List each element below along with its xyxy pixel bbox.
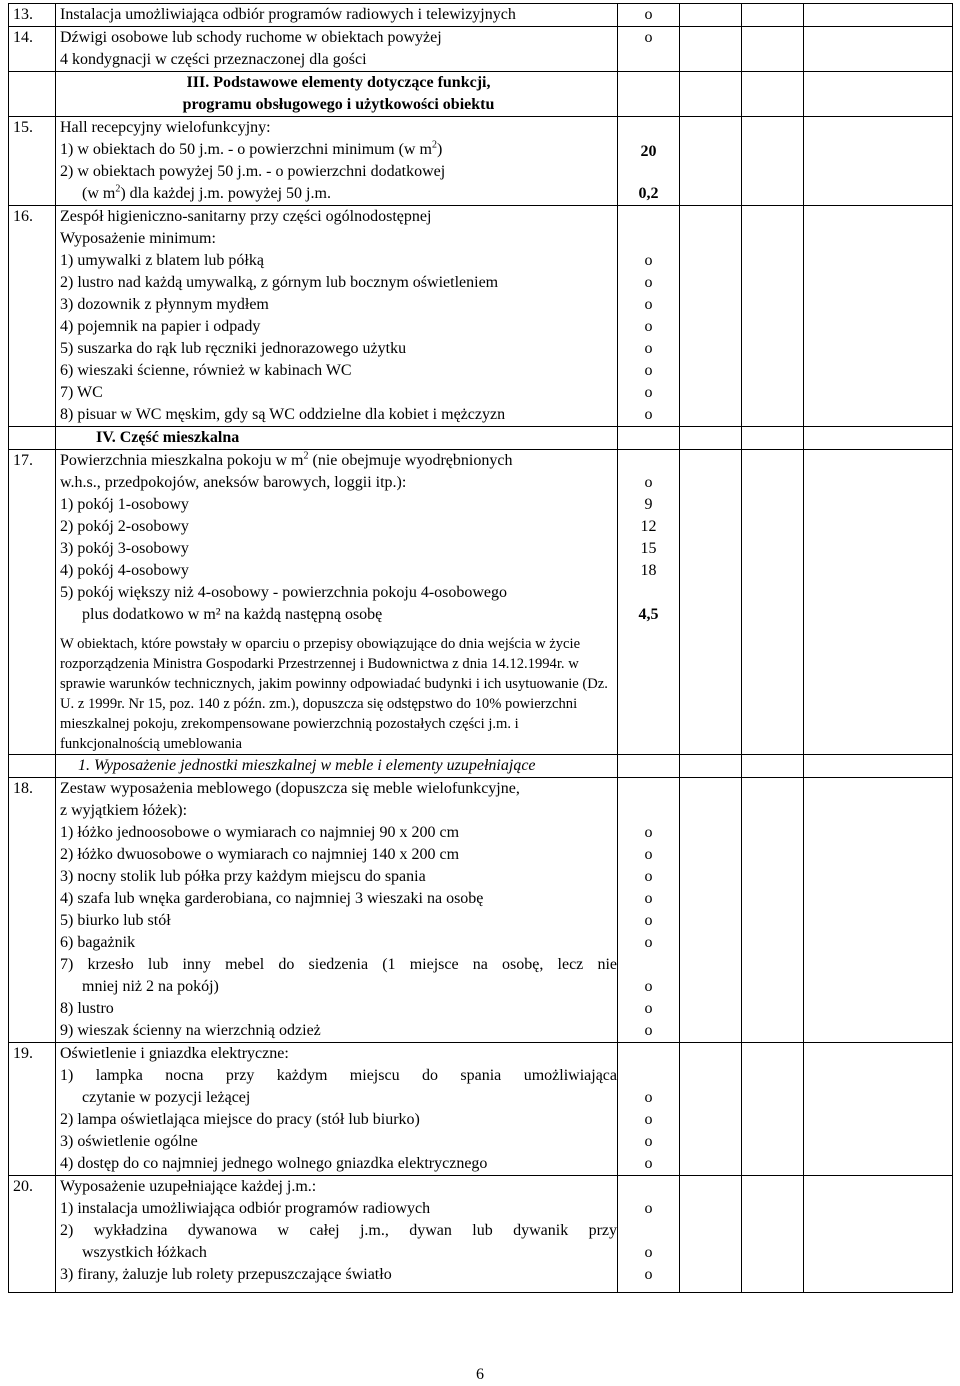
table-row [9, 4, 953, 27]
row-number: 18. [9, 778, 56, 1043]
cell-value: o [644, 29, 653, 46]
cell-value: o [644, 890, 653, 907]
table-row [9, 778, 953, 1043]
row-title: Zespół higieniczno-sanitarny przy części ogólnodostępnej [60, 208, 432, 225]
table-row [9, 1176, 953, 1293]
list-item: 8) lustro [60, 1000, 114, 1017]
cell-value: 18 [640, 562, 657, 579]
cell-value: o [644, 274, 653, 291]
list-item: mniej niż 2 na pokój) [82, 978, 219, 995]
cell-value: o [644, 868, 653, 885]
row-title: Zestaw wyposażenia meblowego (dopuszcza się meble wielofunkcyjne, [60, 780, 520, 797]
cell-value: o [644, 978, 653, 995]
section-header-row [9, 755, 953, 778]
row-item: (w $m^2$) dla każdej j.m. powyżej 50 j.m. [82, 183, 331, 202]
list-item: 2) wykładzina dywanowa w całej j.m., dywan lub dywanik przy [60, 1222, 617, 1239]
list-item: 2) łóżko dwuosobowe o wymiarach co najmniej 140 x 200 cm [60, 846, 460, 863]
cell-value: 0,2 [638, 185, 659, 202]
table-row [9, 450, 953, 755]
list-item: 7) krzesło lub inny mebel do siedzenia (1 miejsce na osobę, lecz nie [60, 956, 617, 973]
cell-value: o [644, 474, 653, 491]
cell-value: o [644, 384, 653, 401]
list-item: 4) pokój 4-osobowy [60, 562, 189, 579]
cell-value: o [644, 1089, 653, 1106]
row-text: Instalacja umożliwiająca odbiór programów radiowych i telewizyjnych [60, 6, 516, 23]
row-title: Wyposażenie uzupełniające każdej j.m.: [60, 1178, 317, 1195]
section-header-row [9, 427, 953, 450]
list-item: 1) umywalki z blatem lub półką [60, 252, 264, 269]
cell-value: o [644, 846, 653, 863]
row-title: Powierzchnia mieszkalna pokoju w $m^2$ (nie obejmuje wyodrębnionych [60, 450, 513, 469]
list-item: 7) WC [60, 384, 103, 401]
section-title: programu obsługowego i użytkowości obiektu [182, 96, 495, 113]
cell-value: o [644, 934, 653, 951]
cell-value: o [644, 1000, 653, 1017]
cell-value: o [644, 1200, 653, 1217]
cell-value: o [644, 912, 653, 929]
cell-value: 9 [644, 496, 653, 513]
list-item: 5) suszarka do rąk lub ręczniki jednorazowego użytku [60, 340, 407, 357]
list-item: 4) dostęp do co najmniej jednego wolnego gniazdka elektrycznego [60, 1155, 488, 1172]
row-note: W obiektach, które powstały w oparciu o przepisy obowiązujące do dnia wejścia w życie rozporządzenia Ministra Gospodarki Przestrzennej i Budownictwa z dnia 14.12.1994r. w sprawie warunków technicznych, jakim powinny odpowiadać budynki i ich usytuowanie (Dz. U. z 1999r. Nr 15, poz. 140 z późn. zm.), dopuszcza się odstępstwo do 10% powierzchni mieszkalnej pokoju, zrekompensowane powierzchnią pozostałych części j.m. i funkcjonalnością umeblowania [60, 636, 608, 752]
cell-value: o [644, 1244, 653, 1261]
section-title: III. Podstawowe elementy dotyczące funkcji, [186, 74, 491, 91]
cell-value: 4,5 [638, 606, 659, 623]
cell-value: 15 [640, 540, 657, 557]
row-title: z wyjątkiem łóżek): [60, 802, 188, 819]
row-number: 19. [9, 1043, 56, 1176]
table-row [9, 1043, 953, 1176]
row-item: 2) w obiektach powyżej 50 j.m. - o powierzchni dodatkowej [60, 163, 446, 180]
list-item: 9) wieszak ścienny na wierzchnią odzież [60, 1022, 321, 1039]
row-number: 16. [9, 206, 56, 427]
row-title: Oświetlenie i gniazdka elektryczne: [60, 1045, 289, 1062]
cell-value: o [644, 1266, 653, 1283]
list-item: 2) pokój 2-osobowy [60, 518, 189, 535]
cell-value: o [644, 6, 653, 23]
row-number: 13. [9, 4, 56, 27]
list-item: 3) firany, żaluzje lub rolety przepuszczające światło [60, 1266, 392, 1283]
list-item: 3) dozownik z płynnym mydłem [60, 296, 269, 313]
table-row [9, 27, 953, 72]
row-title: Hall recepcyjny wielofunkcyjny: [60, 119, 271, 136]
section-title: 1. Wyposażenie jednostki mieszkalnej w meble i elementy uzupełniające [78, 757, 536, 774]
list-item: 4) pojemnik na papier i odpady [60, 318, 261, 335]
section-title: IV. Część mieszkalna [96, 429, 240, 446]
requirements-table [8, 3, 953, 1293]
list-item: czytanie w pozycji leżącej [82, 1089, 251, 1106]
row-item: 1) w obiektach do 50 j.m. - o powierzchni minimum (w $m^2$) [60, 139, 443, 158]
list-item: wszystkich łóżkach [82, 1244, 207, 1261]
row-number: 15. [9, 117, 56, 206]
cell-value: o [644, 252, 653, 269]
list-item: 4) szafa lub wnęka garderobiana, co najmniej 3 wieszaki na osobę [60, 890, 484, 907]
cell-value: o [644, 1111, 653, 1128]
row-subtitle: Wyposażenie minimum: [60, 230, 216, 247]
list-item: 1) pokój 1-osobowy [60, 496, 189, 513]
list-item: 1) lampka nocna przy każdym miejscu do spania umożliwiająca [60, 1067, 617, 1084]
row-number: 17. [9, 450, 56, 755]
row-title: w.h.s., przedpokojów, aneksów barowych, loggii itp.): [60, 474, 407, 491]
list-item: 5) biurko lub stół [60, 912, 171, 929]
section-header-row [9, 72, 953, 117]
list-item: 8) pisuar w WC męskim, gdy są WC oddzielne dla kobiet i mężczyzn [60, 406, 506, 423]
cell-value: o [644, 824, 653, 841]
cell-value: o [644, 1133, 653, 1150]
cell-value: o [644, 1022, 653, 1039]
list-item: 1) instalacja umożliwiająca odbiór programów radiowych [60, 1200, 431, 1217]
cell-value: o [644, 340, 653, 357]
list-item: 1) łóżko jednoosobowe o wymiarach co najmniej 90 x 200 cm [60, 824, 460, 841]
list-item: 5) pokój większy niż 4-osobowy - powierzchnia pokoju 4-osobowego [60, 584, 508, 601]
row-text: 4 kondygnacji w części przeznaczonej dla gości [60, 51, 367, 68]
cell-value: 20 [640, 143, 657, 160]
table-row [9, 117, 953, 206]
list-item: 6) bagażnik [60, 934, 136, 951]
row-text: Dźwigi osobowe lub schody ruchome w obiektach powyżej [60, 29, 442, 46]
row-number: 14. [9, 27, 56, 72]
page-number: 6 [476, 1366, 484, 1383]
cell-value: o [644, 296, 653, 313]
list-item: 3) pokój 3-osobowy [60, 540, 189, 557]
cell-value: o [644, 318, 653, 335]
table-row [9, 206, 953, 427]
cell-value: 12 [640, 518, 657, 535]
list-item: 3) nocny stolik lub półka przy każdym miejscu do spania [60, 868, 426, 885]
list-item: 6) wieszaki ścienne, również w kabinach WC [60, 362, 352, 379]
cell-value: o [644, 362, 653, 379]
cell-value: o [644, 406, 653, 423]
row-number: 20. [9, 1176, 56, 1293]
cell-value: o [644, 1155, 653, 1172]
list-item: plus dodatkowo w m² na każdą następną osobę [82, 606, 383, 623]
list-item: 2) lustro nad każdą umywalką, z górnym lub bocznym oświetleniem [60, 274, 499, 291]
list-item: 2) lampa oświetlająca miejsce do pracy (stół lub biurko) [60, 1111, 420, 1128]
list-item: 3) oświetlenie ogólne [60, 1133, 198, 1150]
